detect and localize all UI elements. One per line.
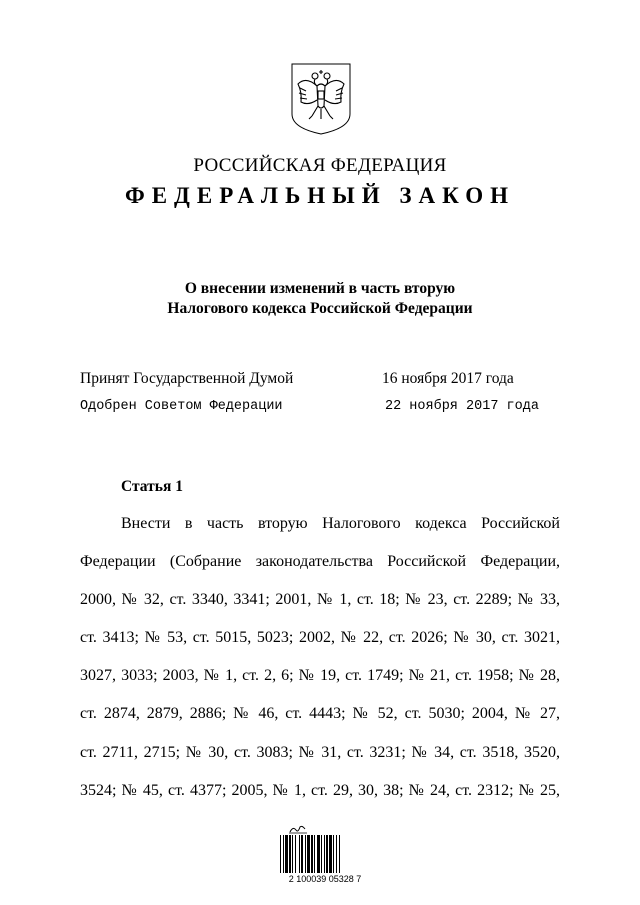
barcode-bar [321, 835, 322, 873]
barcode-bar [289, 835, 291, 873]
barcode-bar [299, 835, 300, 873]
adoption-row-duma [80, 370, 560, 394]
barcode-bar [280, 835, 281, 873]
barcode-bar [307, 835, 310, 873]
barcode-bar [285, 835, 288, 873]
barcode-number: 2 100039 05328 7 [288, 874, 362, 884]
barcode-bar [314, 835, 315, 873]
country-name: РОССИЙСКАЯ ФЕДЕРАЦИЯ [193, 155, 447, 176]
barcode-bar [336, 835, 337, 873]
document-type: ФЕДЕРАЛЬНЫЙ ЗАКОН [124, 183, 516, 208]
barcode-bar [324, 835, 325, 873]
coat-of-arms-emblem-icon [290, 62, 352, 136]
article-body [80, 505, 560, 810]
barcode-bar [329, 835, 332, 873]
article-body-line: Федерации (Собрание законодательства Российской Федерации, [80, 553, 560, 571]
barcode-bar [333, 835, 334, 873]
law-title-line: О внесении изменений в часть вторую [184, 280, 456, 297]
barcode-bar [326, 835, 328, 873]
barcode-bar [301, 835, 303, 873]
law-title [0, 279, 640, 319]
adoption-label: Принят Государственной Думой [80, 370, 294, 387]
law-title-line: Налогового кодекса Российской Федерации [167, 300, 473, 317]
barcode-bar [292, 835, 293, 873]
adoption-date: 16 ноября 2017 года [382, 370, 514, 387]
article-body-line: ст. 3413; № 53, ст. 5015, 5023; 2002, № 22, ст. 2026; № 30, ст. 3021, [80, 629, 560, 647]
barcode-bar [339, 835, 340, 873]
barcode-bar [295, 835, 296, 873]
registration-stamp-icon [288, 824, 308, 834]
barcode-bar [283, 835, 284, 873]
article-heading: Статья 1 [121, 478, 183, 495]
article-body-line: 3027, 3033; 2003, № 1, ст. 2, 6; № 19, ст. 1749; № 21, ст. 1958; № 28, [80, 667, 560, 685]
article-body-line: 2000, № 32, ст. 3340, 3341; 2001, № 1, ст. 18; № 23, ст. 2289; № 33, [80, 591, 560, 609]
barcode-bars-icon [278, 835, 368, 873]
barcode [278, 824, 368, 884]
adoption-date: 22 ноября 2017 года [385, 399, 539, 414]
adoption-label: Одобрен Советом Федерации [80, 399, 283, 414]
barcode-bar [305, 835, 306, 873]
article-body-line: Внести в часть вторую Налогового кодекса Российской [121, 515, 560, 532]
article-body-line: 3524; № 45, ст. 4377; 2005, № 1, ст. 29, 30, 38; № 24, ст. 2312; № 25, [80, 781, 560, 799]
adoption-row-federation-council [80, 399, 560, 423]
article-body-line: ст. 2711, 2715; № 30, ст. 3083; № 31, ст. 3231; № 34, ст. 3518, 3520, [80, 743, 560, 761]
article-body-line: ст. 2874, 2879, 2886; № 46, ст. 4443; № 52, ст. 5030; 2004, № 27, [80, 705, 560, 723]
barcode-bar [311, 835, 313, 873]
barcode-bar [317, 835, 320, 873]
